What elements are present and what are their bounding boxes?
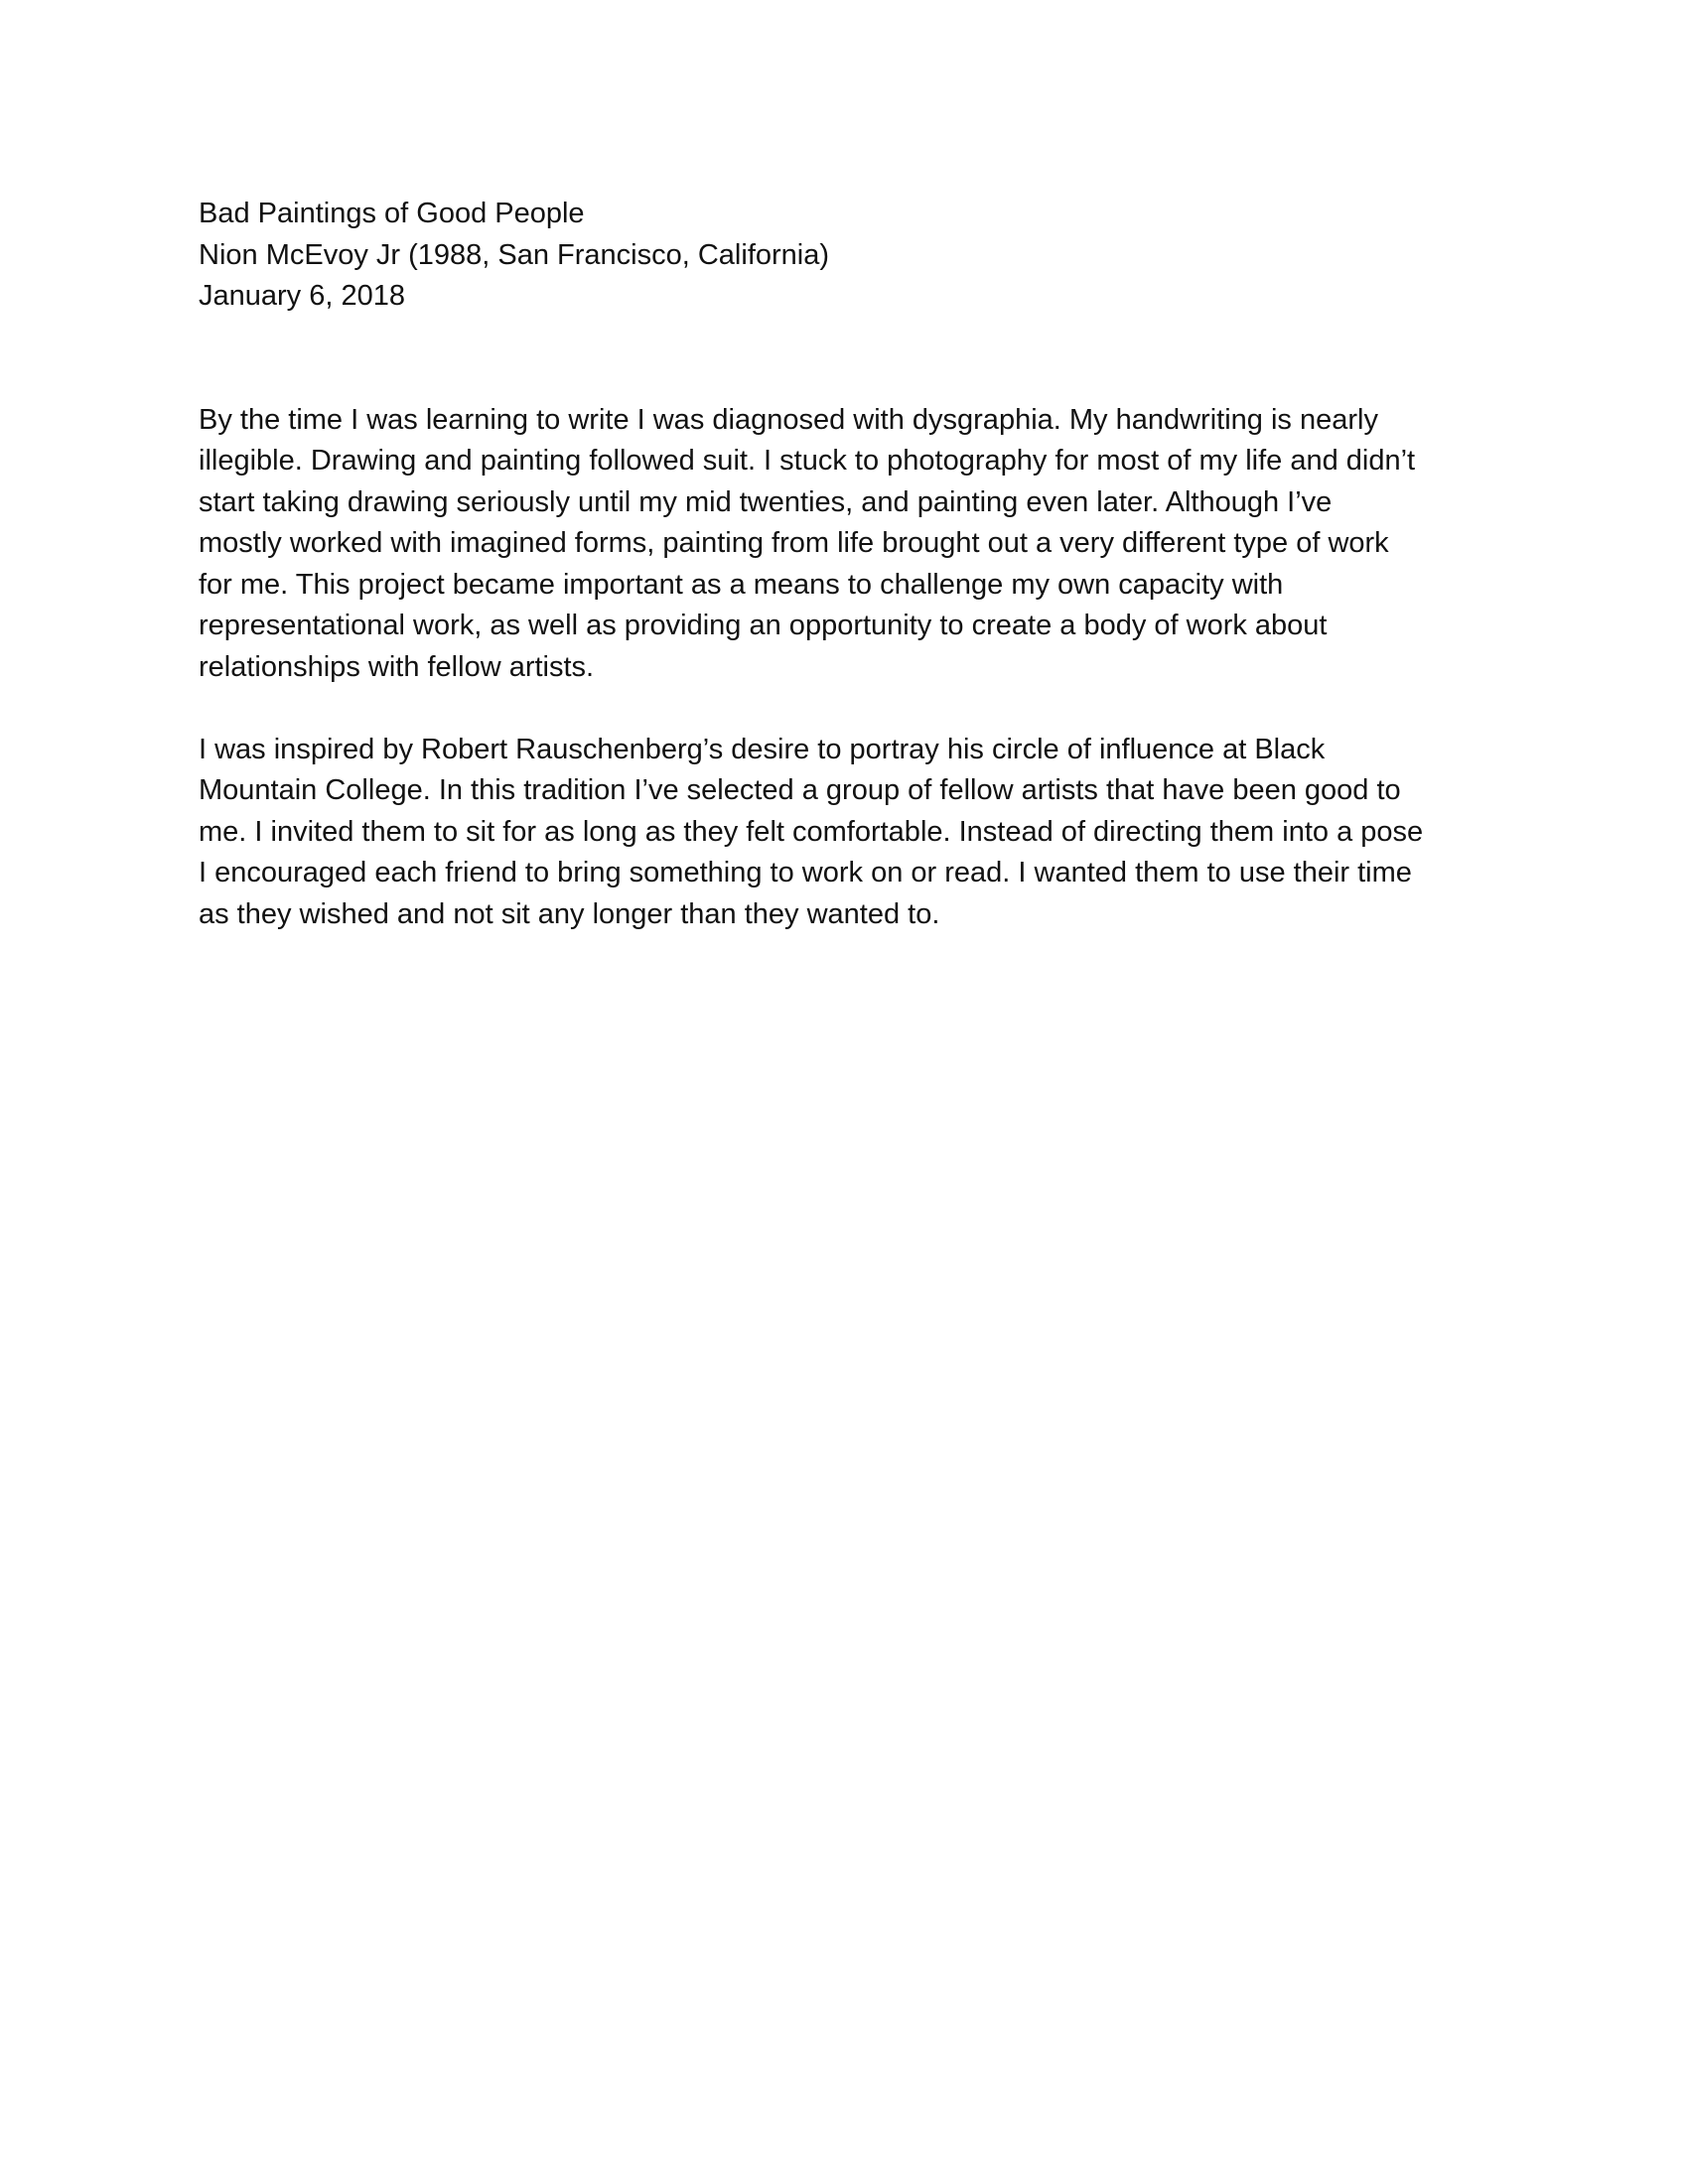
paragraph-line: I encouraged each friend to bring something to work on or read. I wanted them to use their time xyxy=(199,857,1412,888)
paragraph-1 xyxy=(199,400,1489,689)
paragraph-line: By the time I was learning to write I was diagnosed with dysgraphia. My handwriting is nearly xyxy=(199,403,1378,436)
paragraph-2 xyxy=(199,730,1489,936)
document-header xyxy=(199,194,1489,318)
paragraph-line: relationships with fellow artists. xyxy=(199,650,595,683)
paragraph-line: illegible. Drawing and painting followed suit. I stuck to photography for most of my life and didn’t xyxy=(199,445,1416,477)
paragraph-line: for me. This project became important as a means to challenge my own capacity with xyxy=(199,568,1284,601)
document-author: Nion McEvoy Jr (1988, San Francisco, California) xyxy=(199,238,830,271)
paragraph-line: start taking drawing seriously until my mid twenties, and painting even later. Although I’ve xyxy=(199,485,1333,518)
paragraph-line: Mountain College. In this tradition I’ve selected a group of fellow artists that have been good to xyxy=(199,774,1401,806)
document-date: January 6, 2018 xyxy=(199,280,405,312)
paragraph-line: mostly worked with imagined forms, painting from life brought out a very different type of work xyxy=(199,527,1389,559)
paragraph-line: as they wished and not sit any longer than they wanted to. xyxy=(199,897,940,930)
document-content xyxy=(199,194,1489,977)
document-body xyxy=(199,400,1489,936)
document-title: Bad Paintings of Good People xyxy=(199,198,585,229)
paragraph-line: me. I invited them to sit for as long as they felt comfortable. Instead of directing them into a pose xyxy=(199,815,1424,848)
paragraph-line: representational work, as well as providing an opportunity to create a body of work about xyxy=(199,610,1328,641)
paragraph-line: I was inspired by Robert Rauschenberg’s desire to portray his circle of influence at Black xyxy=(199,733,1326,765)
